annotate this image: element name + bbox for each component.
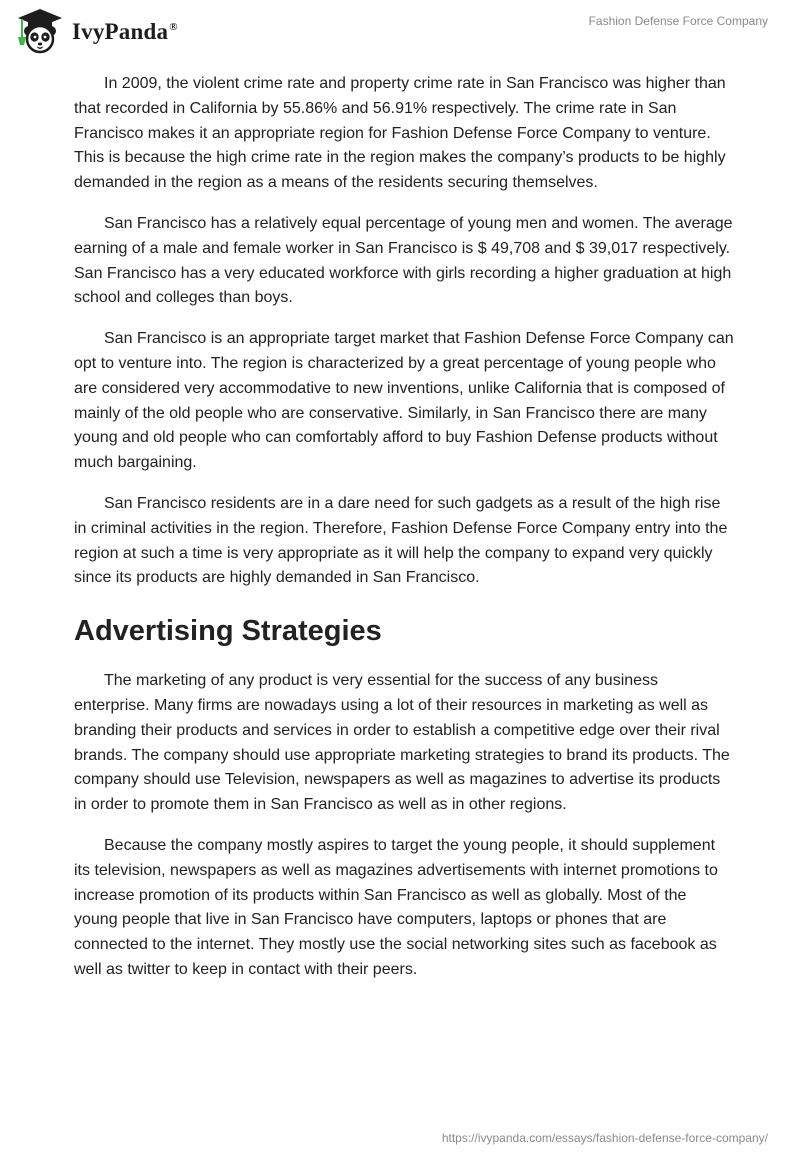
paragraph: San Francisco has a relatively equal percentage of young men and women. The average earning of a male and female worker in San Francisco is $ 49,708 and $ 39,017 respectively. San Francisco has a very educated workforce with girls recording a higher graduation at high school and colleges than boys.	[74, 214, 733, 307]
document-title: Fashion Defense Force Company	[588, 14, 768, 28]
section-heading: Advertising Strategies	[74, 615, 382, 648]
source-url-link[interactable]: https://ivypanda.com/essays/fashion-defense-force-company/	[441, 1131, 768, 1145]
paragraph: In 2009, the violent crime rate and property crime rate in San Francisco was higher than that recorded in California by 55.86% and 56.91% respectively. The crime rate in San Francisco makes it an appropriate region for Fashion Defense Force Company to venture. This is because the high crime rate in the region makes the company’s products to be highly demanded in the region as a means of the residents securing themselves.	[74, 75, 726, 192]
registered-mark: ®	[169, 21, 178, 34]
paragraph: The marketing of any product is very essential for the success of any business enterprise. Many firms are nowadays using a lot of their resources in marketing as well as branding their products and services in order to establish a competitive edge over their rival brands. The company should use appropriate marketing strategies to brand its products. The company should use Television, newspapers as well as magazines to advertise its products in order to promote them in San Francisco as well as in other regions.	[74, 672, 730, 814]
panda-graduate-icon	[14, 7, 66, 55]
brand-name: IvyPanda®	[72, 19, 178, 44]
paragraph: San Francisco is an appropriate target market that Fashion Defense Force Company can opt to venture into. The region is characterized by a great percentage of young people who are considered very accommodative to new inventions, unlike California that is composed of mainly of the old people who are conservative. Similarly, in San Francisco there are many young and old people who can comfortably afford to buy Fashion Defense products without much bargaining.	[74, 330, 734, 472]
ivypanda-logo[interactable]	[14, 7, 178, 55]
paragraph: San Francisco residents are in a dare need for such gadgets as a result of the high rise in criminal activities in the region. Therefore, Fashion Defense Force Company entry into the region at such a time is very appropriate as it will help the company to expand very quickly since its products are highly demanded in San Francisco.	[74, 494, 728, 587]
page-header	[0, 0, 800, 64]
article-body	[74, 72, 734, 999]
paragraph: Because the company mostly aspires to target the young people, it should supplement its television, newspapers as well as magazines advertisements with internet promotions to increase promotion of its products within San Francisco as well as globally. Most of the young people that live in San Francisco have computers, laptops or phones that are connected to the internet. They mostly use the social networking sites such as facebook as well as twitter to keep in contact with their peers.	[74, 836, 718, 978]
